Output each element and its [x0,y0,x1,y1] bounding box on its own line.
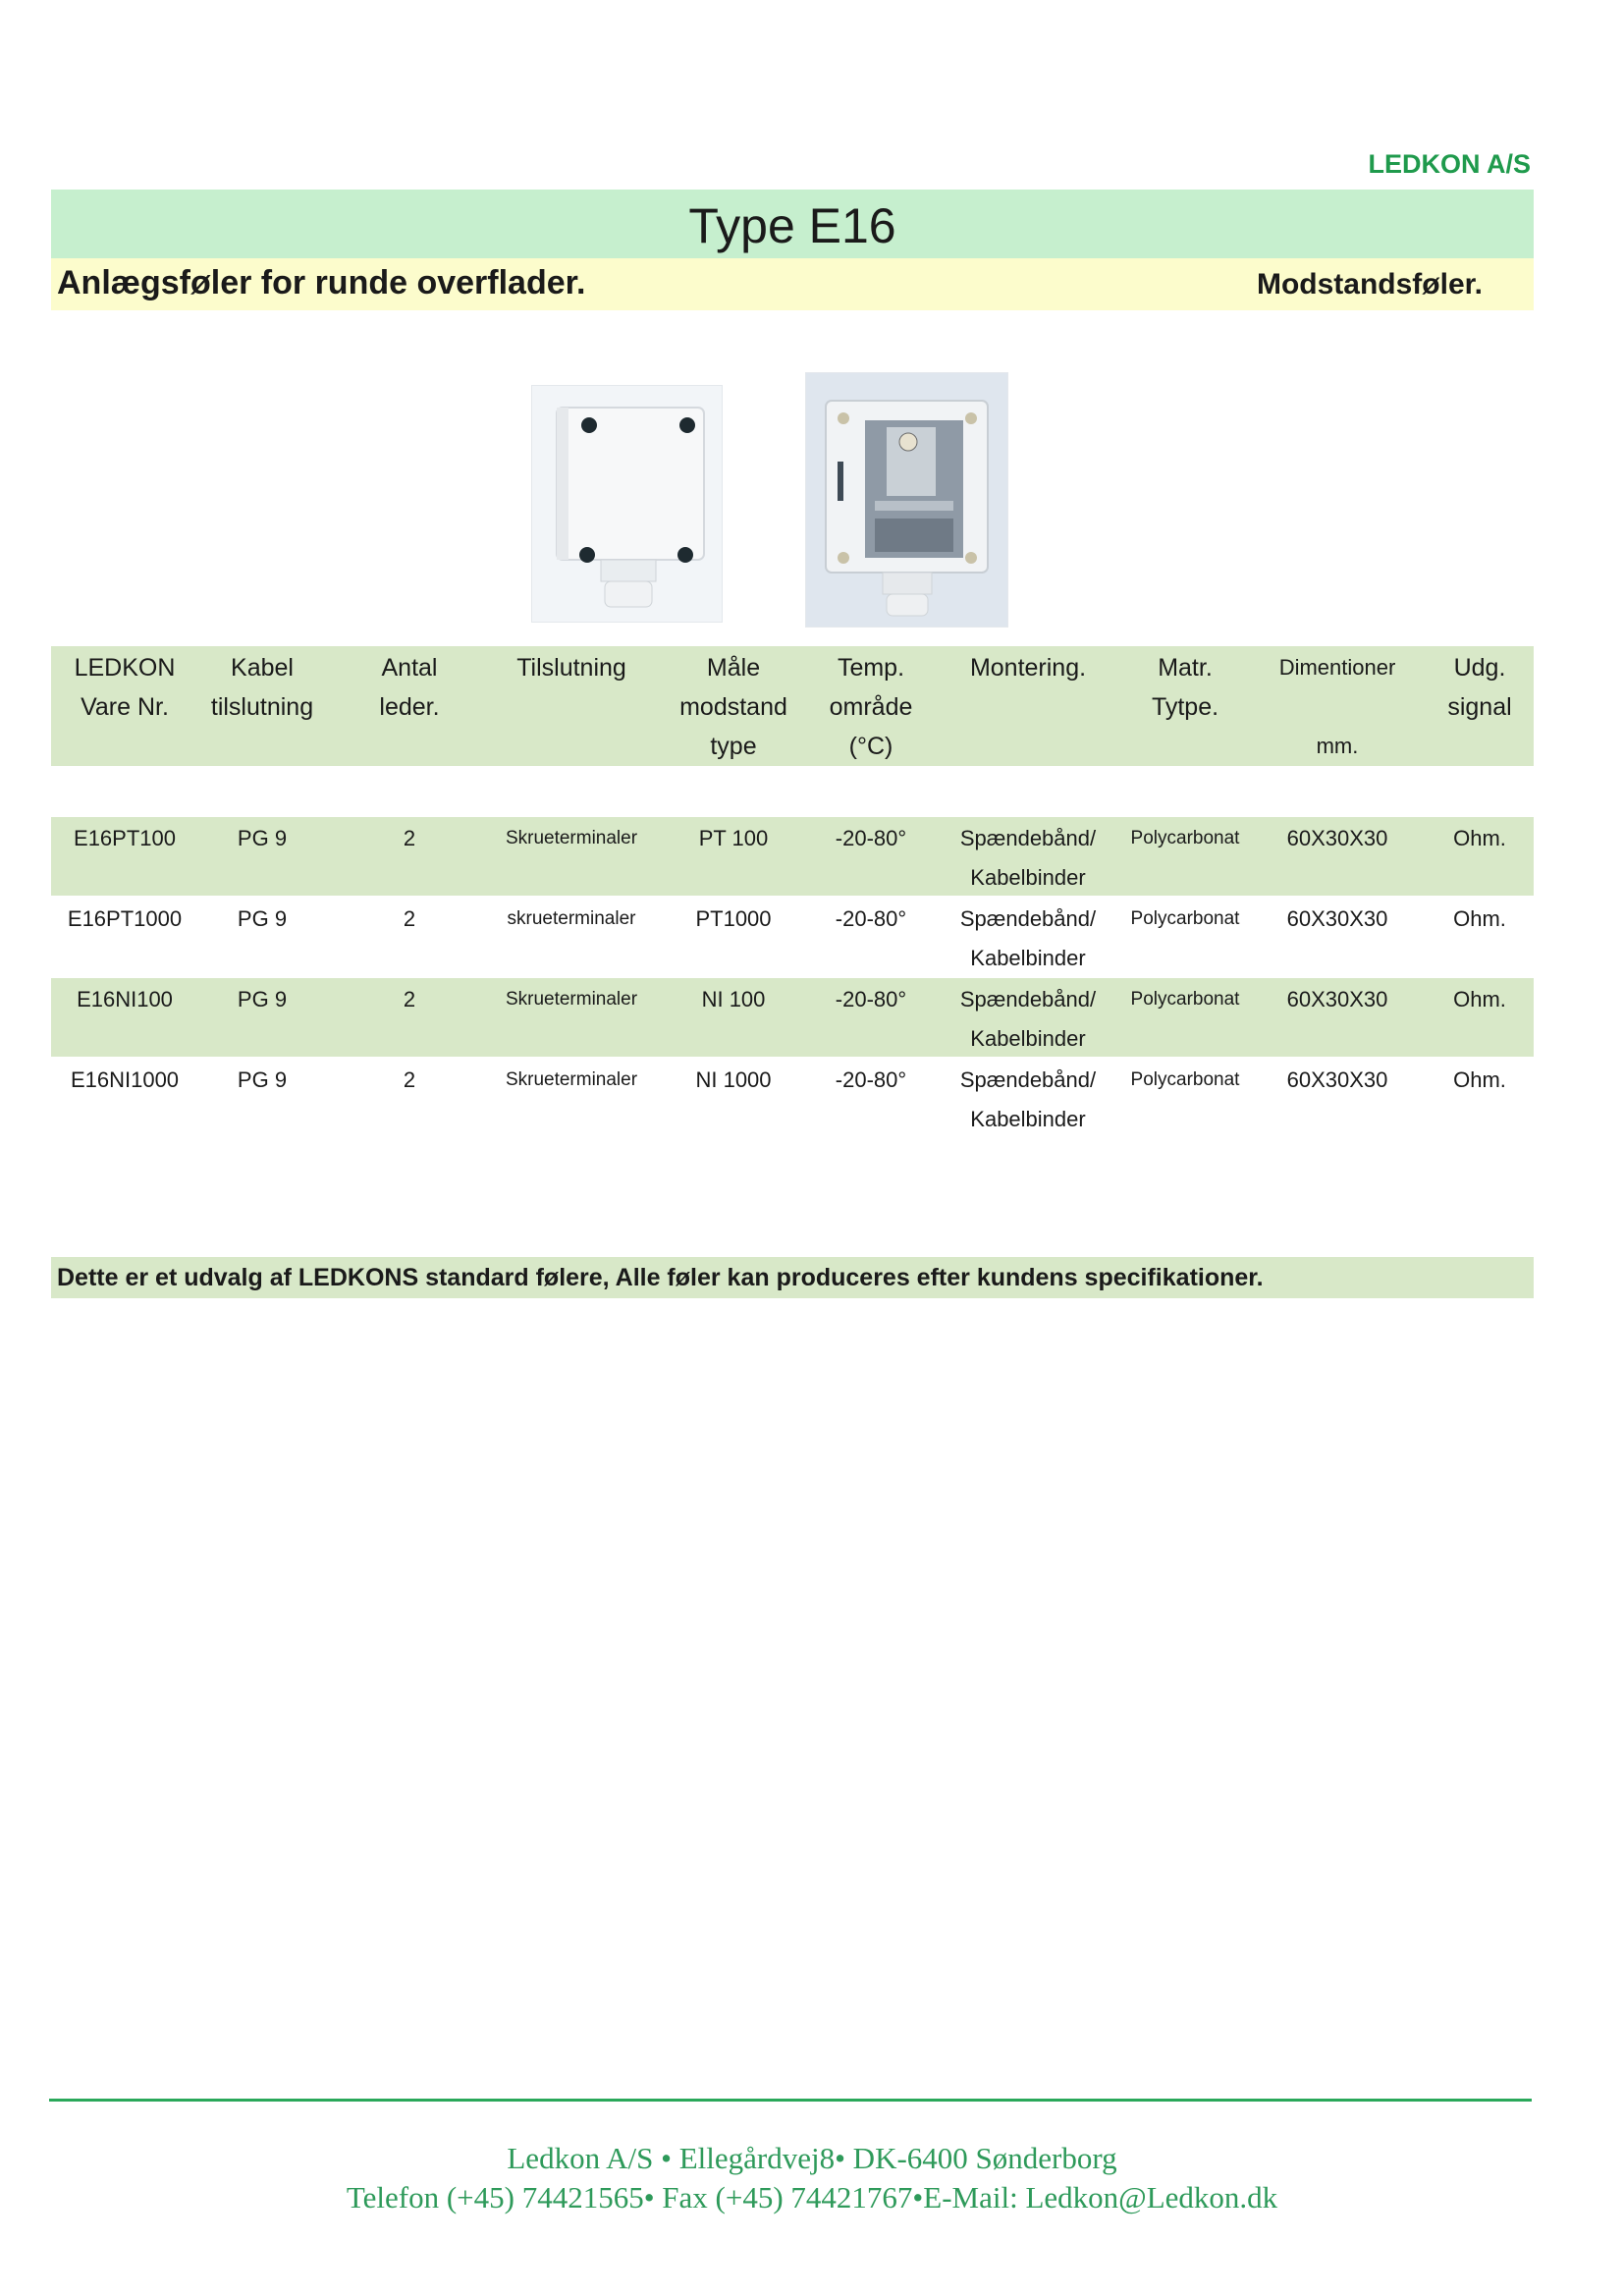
sensor-housing-open-graphic [806,373,1007,627]
cell-vare: E16PT1000 [67,906,183,931]
header-montering [940,648,1116,687]
cell-montering-line1: Spændebånd/ [959,906,1097,931]
product-image-closed [531,385,723,623]
company-name: LEDKON A/S [1368,149,1531,179]
subtitle-left: Anlægsføler for runde overflader. [57,264,586,301]
header-text: Antal [381,654,438,682]
title-bar [51,190,1534,258]
cell-kabel: PG 9 [237,1067,288,1092]
header-text: modstand [679,693,787,721]
cell-montering-line1: Spændebånd/ [959,987,1097,1011]
header-text: tilslutning [210,693,314,721]
cell-montering [940,900,1116,978]
cell-antal: 2 [403,826,416,850]
cell-udg: Ohm. [1453,826,1506,850]
header-dimentioner [1239,648,1435,766]
header-text: leder. [379,693,440,721]
header-text: type [710,733,757,760]
cell-tilslutning: Skrueterminaler [505,828,638,848]
header-text: mm. [1316,734,1359,758]
header-text: Udg. [1453,654,1506,682]
product-image-open [805,372,1008,628]
cell-maale: NI 100 [701,987,766,1011]
cell-tilslutning: Skrueterminaler [505,1069,638,1090]
page-title: Type E16 [688,198,896,253]
cell-vare: E16PT100 [74,826,176,850]
header-text: LEDKON [74,654,176,682]
cell-montering-line2: Kabelbinder [970,946,1086,970]
cell-montering-line1: Spændebånd/ [959,826,1097,850]
cell-maale: NI 1000 [695,1067,772,1092]
note-bar [51,1257,1534,1298]
cell-tilslutning: Skrueterminaler [505,989,638,1010]
header-text: Tilslutning [516,654,626,682]
cell-udg: Ohm. [1453,987,1506,1011]
table-header [51,646,1534,766]
cell-montering-line2: Kabelbinder [970,1026,1086,1051]
header-antal [346,648,473,727]
cell-temp: -20-80° [835,1067,907,1092]
subtitle-right: Modstandsføler. [1256,268,1483,301]
header-udg [1416,648,1543,727]
header-text: område [829,693,913,721]
header-maale [655,648,812,766]
cell-temp: -20-80° [835,987,907,1011]
note-text: Dette er et udvalg af LEDKONS standard følere, Alle føler kan produceres efter kundens specifikationer. [57,1264,1264,1291]
header-text: Dimentioner [1278,655,1396,680]
cell-montering-line2: Kabelbinder [970,865,1086,890]
cell-montering [940,819,1116,898]
cell-vare: E16NI100 [77,987,173,1011]
header-text: Temp. [837,654,905,682]
cell-dim: 60X30X30 [1286,826,1388,850]
cell-dim: 60X30X30 [1286,987,1388,1011]
cell-maale: PT 100 [698,826,769,850]
header-text: Måle [706,654,761,682]
table-row [51,978,1534,1057]
cell-antal: 2 [403,1067,416,1092]
subtitle-bar [51,258,1534,310]
footer-divider [49,2099,1532,2102]
cell-antal: 2 [403,906,416,931]
header-text: Matr. [1158,654,1213,682]
cell-montering [940,1061,1116,1139]
header-text: Tytpe. [1151,693,1219,721]
cell-montering-line2: Kabelbinder [970,1107,1086,1131]
footer-address: Ledkon A/S • Ellegårdvej8• DK-6400 Sønderborg [507,2141,1117,2175]
header-text: signal [1447,693,1512,721]
cell-temp: -20-80° [835,826,907,850]
header-temp [802,648,940,766]
table-row [51,817,1534,896]
cell-matr: Polycarbonat [1130,908,1240,929]
header-tilslutning [483,648,660,687]
header-text [1239,687,1435,727]
cell-montering-line1: Spændebånd/ [959,1067,1097,1092]
cell-montering [940,980,1116,1059]
cell-kabel: PG 9 [237,987,288,1011]
cell-dim: 60X30X30 [1286,906,1388,931]
header-text: Vare Nr. [81,693,169,721]
header-kabel [189,648,336,727]
header-matr [1111,648,1259,727]
cell-matr: Polycarbonat [1130,1069,1240,1090]
cell-temp: -20-80° [835,906,907,931]
cell-maale: PT1000 [695,906,772,931]
cell-kabel: PG 9 [237,906,288,931]
header-text: Kabel [231,654,294,682]
cell-udg: Ohm. [1453,906,1506,931]
cell-tilslutning: skrueterminaler [507,908,636,929]
table-row [51,898,1534,976]
cell-antal: 2 [403,987,416,1011]
header-vare-nr [51,648,198,727]
cell-matr: Polycarbonat [1130,828,1240,848]
footer-contact: Telefon (+45) 74421565• Fax (+45) 74421767•E-Mail: Ledkon@Ledkon.dk [346,2180,1278,2214]
cell-udg: Ohm. [1453,1067,1506,1092]
header-text: Montering. [969,654,1087,682]
header-text: (°C) [848,733,893,760]
sensor-housing-closed-graphic [532,386,722,622]
cell-vare: E16NI1000 [70,1067,180,1092]
table-row [51,1059,1534,1137]
cell-matr: Polycarbonat [1130,989,1240,1010]
cell-kabel: PG 9 [237,826,288,850]
cell-dim: 60X30X30 [1286,1067,1388,1092]
